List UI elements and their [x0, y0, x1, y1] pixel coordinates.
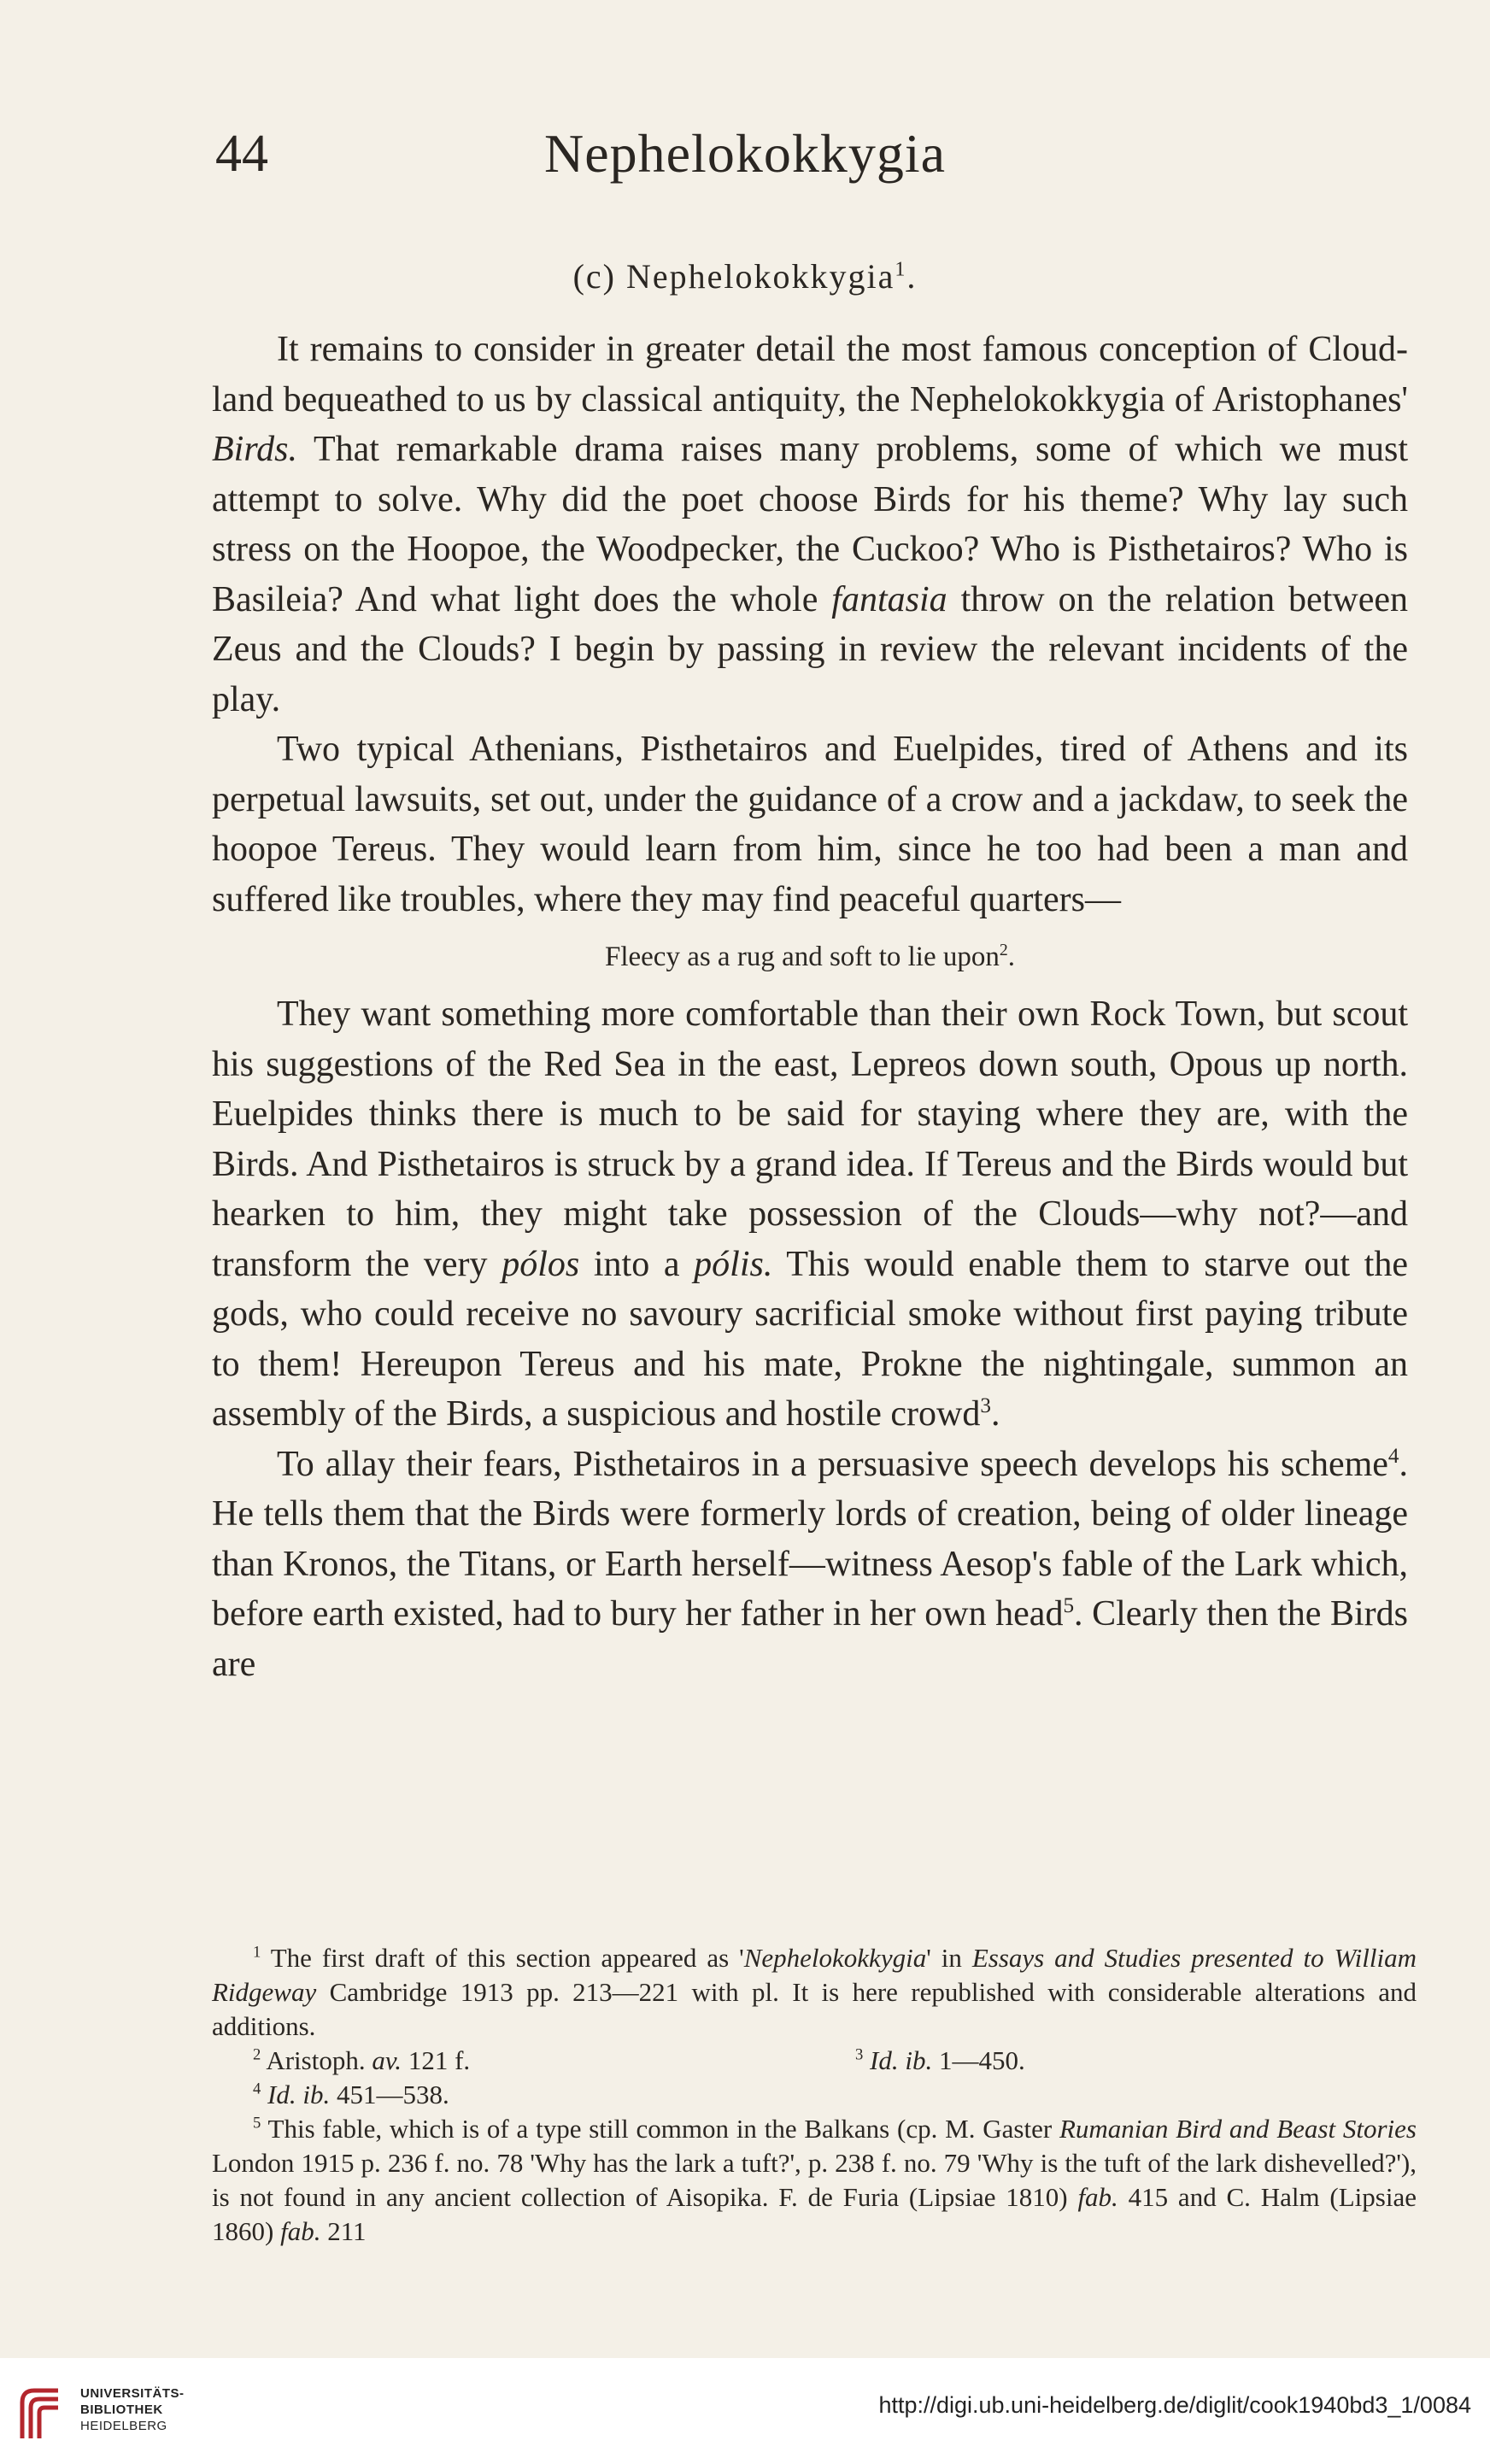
footnote-5-text-c: 415 and C. Halm (Lipsiae 1860): [212, 2182, 1417, 2246]
footnote-5-text-b: London 1915 p. 236 f. no. 78 'Why has the lark a tuft?', p. 238 f. no. 79 'Why is the tuft of the lark dishevelled?'), is not found in any ancient collection of Aisopika. F. de Furia (Lipsiae 1810): [212, 2148, 1417, 2212]
footnote-5-number: 5: [253, 2114, 261, 2133]
footnote-1: [212, 1941, 1417, 2044]
paragraph-3: They want something more comfortable than their own Rock Town, but scout his suggestions of the Red Sea in the east, Lepreos down south, Opous up north. Euelpides thinks there is much to be said for staying where they are, with the Birds. And Pisthetairos is struck by a grand idea. If Tereus and the Birds would but hearken to him, they might take possession of the Clouds—why not?—and transform the very pólos into a pólis. This would enable them to starve out the gods, who could receive no savoury sacrificial smoke without first paying tribute to them! Hereupon Tereus and his mate, Prokne the nightingale, summon an assembly of the Birds, a suspicious and hostile crowd$^3$.: [212, 994, 1408, 1434]
paragraph-1-text-c: throw on the relation between Zeus and the Clouds? I begin by passing in review the relevant incidents of the play.: [212, 579, 1408, 719]
page-header: [0, 120, 1490, 188]
footnote-ref-1: 1: [895, 258, 907, 281]
italic-fantasia: fantasia: [831, 579, 947, 619]
logo-line-2: BIBLIOTHEK: [80, 2402, 163, 2417]
footnote-5-title: Rumanian Bird and Beast Stories: [1059, 2114, 1417, 2144]
footnote-1-title2: Essays and Studies presented to William Ridgeway: [212, 1943, 1417, 2007]
section-heading-text: (c) Nephelokokkygia: [572, 257, 895, 296]
verse-text: Fleecy as a rug and soft to lie upon: [604, 942, 1000, 972]
footnote-row-2-3: [212, 2044, 1417, 2078]
paragraph-3-text-c: This would enable them to starve out the gods, who could receive no savoury sacrificial smoke without first paying tribute to them! Hereupon Tereus and his mate, Prokne the nightingale, summon an assembly of the Birds, a suspicious and hostile crowd: [212, 1244, 1408, 1434]
paragraph-3-text-b: into a: [579, 1244, 695, 1284]
paragraph-4: [212, 1440, 1408, 1690]
footnote-3: [814, 2044, 1417, 2078]
footnote-5: [212, 2112, 1417, 2249]
running-title: Nephelokokkygia: [544, 123, 946, 184]
footnote-4-text: 451—538.: [330, 2080, 449, 2109]
footnote-5-text-d: 211: [320, 2216, 367, 2246]
footnote-ref-4: 4: [1387, 1444, 1399, 1468]
paragraph-4-text-b: . He tells them that the Birds were formerly lords of creation, being of older lineage than Kronos, the Titans, or Earth herself—witness Aesop's fable of the Lark which, before earth existed, had to bury her father in her own head: [212, 1444, 1408, 1634]
footnotes: [212, 1941, 1417, 2249]
footnote-2-number: 2: [253, 2045, 261, 2064]
paragraph-4-text-a: To allay their fears, Pisthetairos in a persuasive speech develops his scheme: [277, 1444, 1388, 1484]
footnote-5-fab2: fab.: [280, 2216, 321, 2246]
italic-polis: pólis.: [694, 1244, 773, 1284]
body-text: [212, 325, 1408, 1689]
footnote-3-number: 3: [855, 2045, 864, 2064]
library-logo-text: [80, 2385, 185, 2434]
viewer-footer: [0, 2358, 1490, 2464]
footnote-3-text: 1—450.: [932, 2045, 1025, 2075]
verse-quote: Fleecy as a rug and soft to lie upon$^2$.: [604, 941, 1016, 972]
footnote-1-number: 1: [253, 1943, 261, 1962]
library-logo-icon: [15, 2382, 67, 2442]
paragraph-2: Two typical Athenians, Pisthetairos and Euelpides, tired of Athens and its perpetual lawsuits, set out, under the guidance of a crow and a jackdaw, to seek the hoopoe Tereus. They would learn from him, since he too had been a man and suffered like troubles, where they may find peaceful quarters—: [212, 730, 1408, 919]
source-url-link[interactable]: http://digi.ub.uni-heidelberg.de/diglit/cook1940bd3_1/0084: [878, 2392, 1471, 2418]
paragraph-1: [212, 325, 1408, 725]
footnote-5-text-a: This fable, which is of a type still common in the Balkans (cp. M. Gaster: [267, 2114, 1059, 2144]
footnote-2-text-a: Aristoph.: [266, 2045, 372, 2075]
footnote-2-text-b: 121 f.: [402, 2045, 471, 2075]
section-heading: (c) Nephelokokkygia$^1$.: [572, 257, 918, 296]
italic-polos: pólos: [502, 1244, 580, 1284]
footnote-4-ref: Id. ib.: [267, 2080, 331, 2109]
footnote-1-text-a: The first draft of this section appeared as ': [270, 1943, 744, 1973]
footnote-4-number: 4: [253, 2080, 261, 2098]
paragraph-1-text-b: That remarkable drama raises many problems, some of which we must attempt to solve. Why did the poet choose Birds for his theme? Why lay such stress on the Hoopoe, the Woodpecker, the Cuckoo? Who is Pisthetairos? Who is Basileia? And what light does the whole: [212, 430, 1408, 619]
footnote-ref-5: 5: [1063, 1594, 1075, 1617]
logo-line-3: HEIDELBERG: [80, 2419, 167, 2433]
footnote-5-fab1: fab.: [1077, 2182, 1118, 2212]
footnote-4: [212, 2078, 1417, 2112]
footnote-2-ref: av.: [372, 2045, 402, 2075]
page-number: 44: [215, 125, 268, 183]
footnote-3-ref: Id. ib.: [870, 2045, 933, 2075]
footnote-2: [212, 2044, 814, 2078]
footnote-1-text-c: Cambridge 1913 pp. 213—221 with pl. It is here republished with considerable alterations and additions.: [212, 1977, 1417, 2041]
paragraph-4-text-c: . Clearly then the Birds are: [212, 1594, 1408, 1684]
paragraph-1-text-a: It remains to consider in greater detail the most famous conception of Cloud-land bequeathed to us by classical antiquity, the Nephelokokkygia of Aristophanes': [212, 330, 1408, 419]
footnote-1-text-b: ' in: [926, 1943, 972, 1973]
paragraph-3-text-a: They want something more comfortable than their own Rock Town, but scout his suggestions of the Red Sea in the east, Lepreos down south, Opous up north. Euelpides thinks there is much to be said for staying where they are, with the Birds. And Pisthetairos is struck by a grand idea. If Tereus and the Birds would but hearken to him, they might take possession of the Clouds—why not?—and transform the very: [212, 994, 1408, 1284]
footnote-ref-2: 2: [999, 941, 1008, 959]
footnote-ref-3: 3: [980, 1394, 991, 1417]
footnote-1-title1: Nephelokokkygia: [743, 1943, 927, 1973]
italic-birds: Birds.: [212, 430, 297, 469]
logo-line-1: UNIVERSITÄTS-: [80, 2386, 185, 2401]
